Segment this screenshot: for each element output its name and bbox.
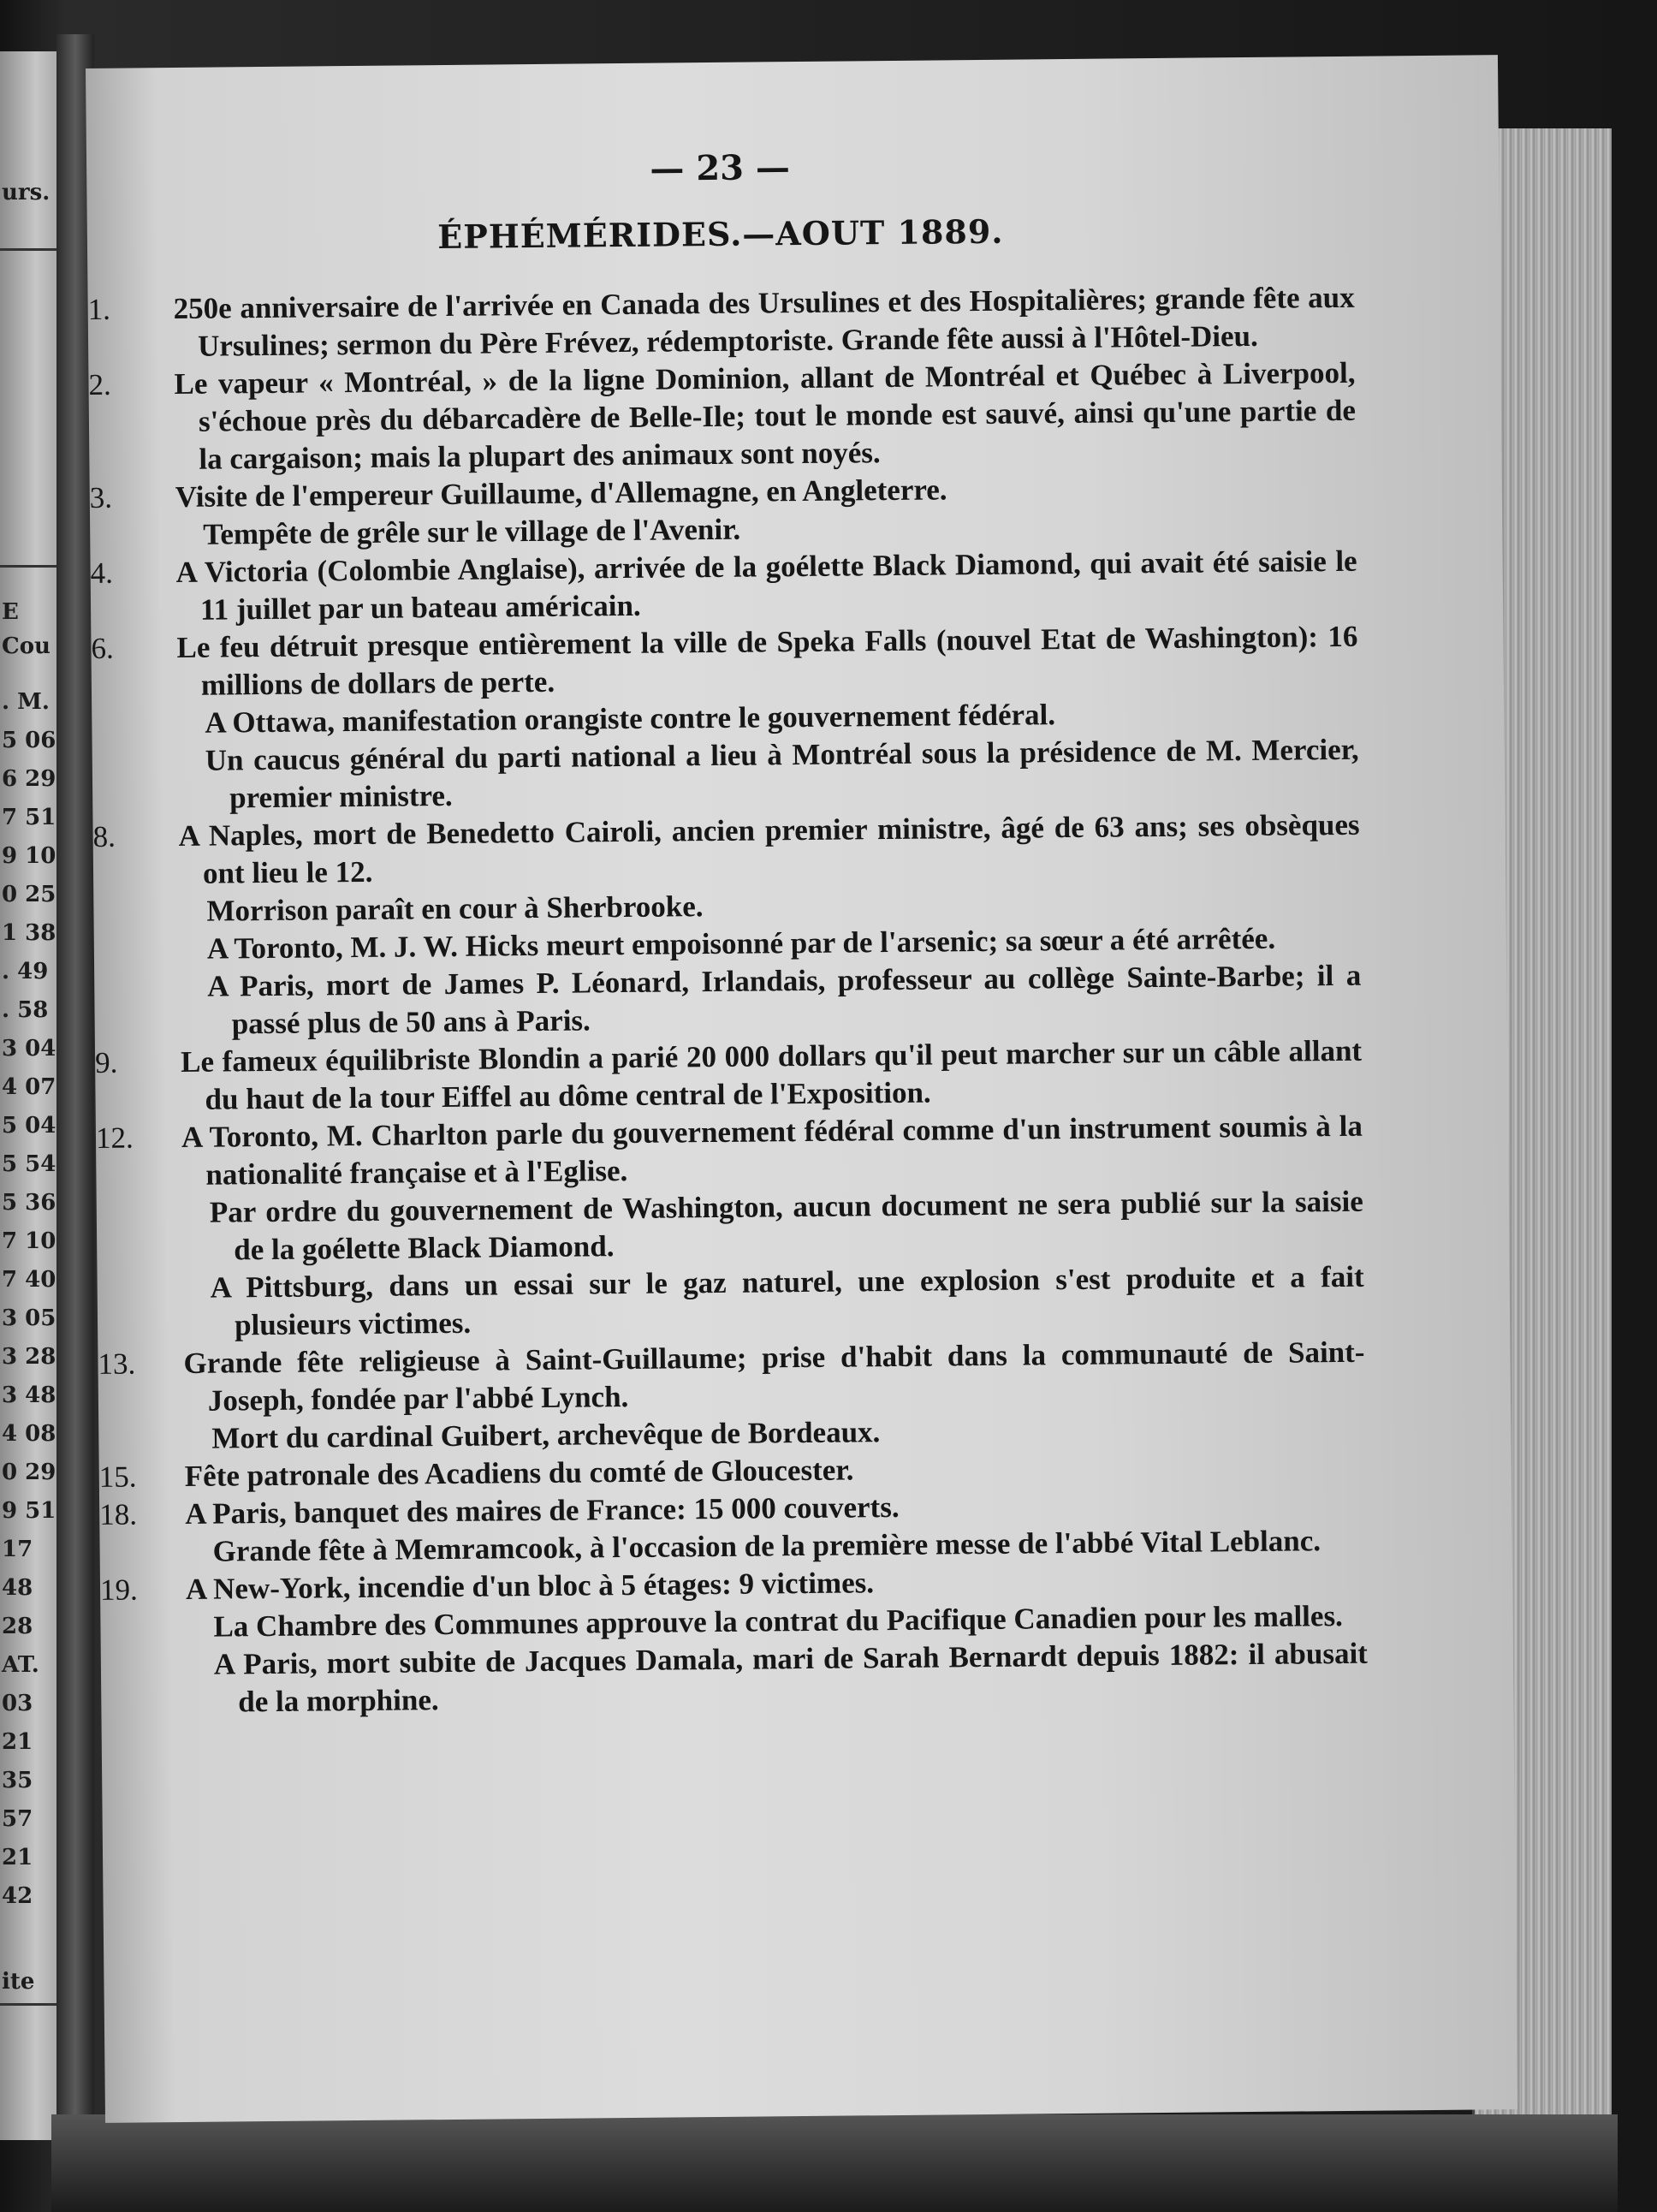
left-margin-fragment: 3 05 [2,1305,56,1331]
left-margin-fragment: urs. [2,180,50,205]
entry-date: 8. [92,819,116,853]
left-margin-fragment: 3 48 [2,1382,56,1408]
left-margin-fragment: 7 10 [2,1228,56,1254]
entry-text: Grande fête à Memramcook, à l'occasion de la première messe de l'abbé Vital Leblanc. [212,1524,1321,1568]
entry [90,543,1357,630]
page-content [86,55,1517,2123]
page-title: ÉPHÉMÉRIDES.—AOUT 1889. [437,211,1004,257]
entry [98,1334,1365,1421]
entry-text: Par ordre du gouvernement de Washington, aucun document ne sera publié sur la saisie de la goélette Black Diamond. [209,1184,1363,1267]
entry-date: 19. [99,1573,138,1607]
entry-text: Morrison paraît en cour à Sherbrooke. [206,889,704,928]
left-margin-fragment: 3 28 [2,1344,56,1370]
left-margin-fragment: 48 [2,1575,33,1601]
entry-date: 3. [89,480,113,514]
entry-text: A New-York, incendie d'un bloc à 5 étages: 9 victimes. [185,1566,875,1606]
left-margin-fragment: 5 04 [2,1113,56,1139]
entry [92,731,1360,818]
left-margin-fragment: 4 08 [2,1421,56,1447]
entry [95,1032,1363,1120]
entry-text: A Pittsburg, dans un essai sur le gaz naturel, une explosion s'est produite et a fait plusieurs victimes. [210,1259,1364,1342]
left-margin-fragment: 5 36 [2,1190,56,1216]
left-margin-fragment: 03 [2,1691,33,1716]
bottom-shadow [51,2114,1618,2212]
left-margin-fragment: 0 25 [2,882,56,907]
entry-date: 2. [88,367,111,401]
book-page [86,55,1517,2123]
left-strip-rule [0,248,60,251]
entry-date: 1. [87,292,111,326]
left-margin-fragment: 57 [2,1806,33,1832]
left-margin-fragment: . 49 [2,959,49,984]
entry [97,1183,1364,1270]
left-margin-fragment: 42 [2,1883,33,1909]
left-margin-fragment: 21 [2,1845,33,1870]
entry-date: 4. [90,556,114,590]
entry-text: A Toronto, M. J. W. Hicks meurt empoisonné par de l'arsenic; sa sœur a été arrêtée. [206,921,1276,966]
entry-text: Fête patronale des Acadiens du comté de Gloucester. [184,1453,854,1493]
left-margin-fragment: 17 [2,1537,33,1562]
left-margin-fragment: 35 [2,1768,33,1793]
left-strip-rule [0,2003,60,2006]
left-margin-fragment: 6 29 [2,766,56,792]
entry-text: Le fameux équilibriste Blondin a parié 20 000 dollars qu'il peut marcher sur un câble allant du haut de la tour Eiffel au dôme central de l'Exposition. [180,1033,1363,1116]
entry-text: A Paris, mort de James P. Léonard, Irlandais, professeur au collège Sainte-Barbe; il a passé plus de 50 ans à Paris. [207,958,1362,1041]
left-margin-fragment: 3 04 [2,1036,56,1061]
left-margin-fragment: 7 51 [2,805,56,830]
entry [91,618,1358,705]
entry-text: 250e anniversaire de l'arrivée en Canada des Ursulines et des Hospitalières; grande fête aux Ursulines; sermon du Père Frévez, rédemptoriste. Grande fête aussi à l'Hôtel-Dieu. [173,280,1355,363]
left-page-strip [0,51,60,2140]
left-margin-fragment: 7 40 [2,1267,56,1293]
entry [94,957,1362,1044]
entry-date: 13. [98,1347,136,1381]
entry-text: Visite de l'empereur Guillaume, d'Allemagne, en Angleterre. [175,473,947,514]
entry [96,1108,1363,1195]
entry-date: 6. [91,631,114,665]
entry-text: A Victoria (Colombie Anglaise), arrivée de la goélette Black Diamond, qui avait été saisie le 11 juillet par un bateau américain. [175,544,1357,627]
entry-text: Le feu détruit presque entièrement la ville de Speka Falls (nouvel Etat de Washington): 16 millions de dollars de perte. [176,619,1358,702]
left-margin-fragment: . 58 [2,997,49,1023]
left-margin-fragment: 5 54 [2,1151,56,1177]
left-margin-fragment: 4 07 [2,1074,56,1100]
page-number: — 23 — [650,147,791,189]
entries-list [87,279,1368,1722]
entry-text: Un caucus général du parti national a lieu à Montréal sous la présidence de M. Mercier, premier ministre. [205,732,1359,815]
entry-text: A Naples, mort de Benedetto Cairoli, ancien premier ministre, âgé de 63 ans; ses obsèques ont lieu le 12. [178,807,1360,890]
left-margin-fragment: Cou [2,633,50,659]
entry-text: A Toronto, M. Charlton parle du gouvernement fédéral comme d'un instrument soumis à la nationalité française et à l'Eglise. [181,1109,1363,1192]
left-margin-fragment: 0 29 [2,1460,56,1485]
entry [97,1258,1364,1346]
entry-text: La Chambre des Communes approuve la contrat du Pacifique Canadien pour les malles. [213,1598,1344,1644]
entry-date: 12. [95,1121,134,1155]
left-margin-fragment: E [2,599,19,625]
entry-text: A Paris, mort subite de Jacques Damala, mari de Sarah Bernardt depuis 1882: il abusait de la morphine. [213,1636,1369,1719]
entry [101,1635,1369,1722]
left-margin-fragment: 1 38 [2,920,56,946]
left-margin-fragment: 9 10 [2,843,56,869]
left-strip-rule [0,565,60,568]
entry-text: A Paris, banquet des maires de France: 15 000 couverts. [185,1490,900,1531]
left-margin-fragment: AT. [2,1652,39,1678]
left-margin-fragment: 28 [2,1614,33,1639]
entry-text: Mort du cardinal Guibert, archevêque de Bordeaux. [211,1415,881,1455]
entry-text: Grande fête religieuse à Saint-Guillaume; prise d'habit dans la communauté de Saint-Joseph, fondée par l'abbé Lynch. [183,1335,1365,1418]
left-margin-fragment: 21 [2,1729,33,1755]
left-margin-fragment: 5 06 [2,728,56,753]
entry-date: 9. [94,1045,118,1079]
entry [88,354,1356,479]
entry-text: A Ottawa, manifestation orangiste contre le gouvernement fédéral. [205,698,1056,740]
entry-text: Tempête de grêle sur le village de l'Avenir. [203,512,741,551]
left-margin-fragment: 9 51 [2,1498,56,1524]
entry-date: 18. [99,1497,138,1531]
entry-date: 15. [98,1460,137,1494]
entry [92,806,1360,894]
left-margin-fragment: ite [2,1969,35,1995]
left-margin-fragment: . M. [2,689,50,715]
entry-text: Le vapeur « Montréal, » de la ligne Dominion, allant de Montréal et Québec à Liverpool, s'échoue près du débarcadère de Belle-Ile; tout le monde est sauvé, ainsi qu'une partie de la cargaison; mais la plupart des animaux sont noyés. [174,355,1357,476]
entry [87,279,1355,366]
